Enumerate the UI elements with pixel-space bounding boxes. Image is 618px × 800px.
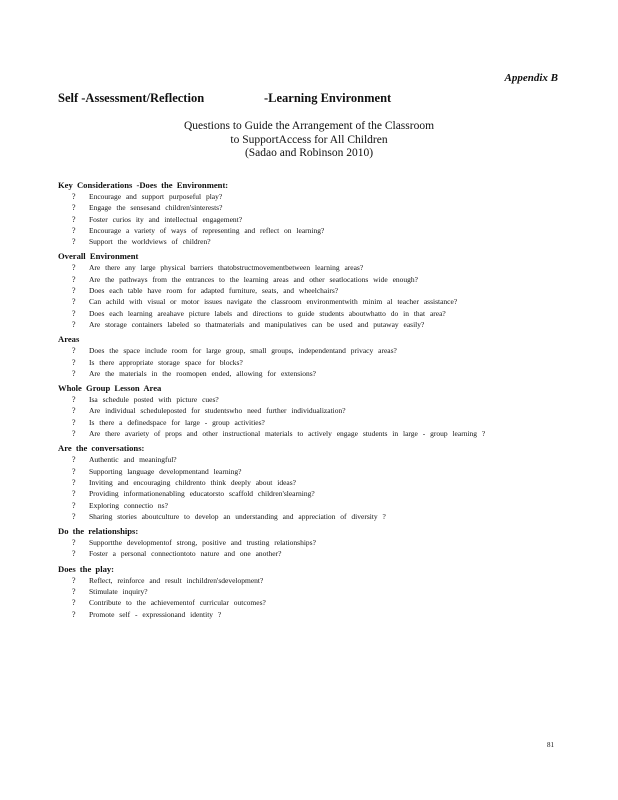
bullet-icon: ? bbox=[72, 575, 76, 585]
question-list bbox=[58, 262, 558, 330]
bullet-icon: ? bbox=[72, 286, 76, 296]
bullet-icon: ? bbox=[72, 466, 76, 476]
bullet-icon: ? bbox=[72, 549, 76, 559]
question-section bbox=[58, 564, 558, 620]
list-item bbox=[58, 548, 558, 559]
question-sections bbox=[58, 180, 558, 624]
list-item bbox=[58, 191, 558, 202]
list-item bbox=[58, 296, 558, 307]
list-item bbox=[58, 609, 558, 620]
question-text: Does each learning areahave picture labels and directions to guide students aboutwhatto do in that area? bbox=[89, 308, 446, 318]
list-item bbox=[58, 454, 558, 465]
section-heading: Overall Environment bbox=[58, 251, 139, 262]
bullet-icon: ? bbox=[72, 237, 76, 247]
list-item bbox=[58, 511, 558, 522]
bullet-icon: ? bbox=[72, 609, 76, 619]
question-text: Are there avariety of props and other instructional materials to actively engage students in large - group learning ? bbox=[89, 429, 486, 439]
section-heading: Key Considerations -Does the Environment: bbox=[58, 180, 229, 190]
bullet-icon: ? bbox=[72, 489, 76, 499]
section-heading: Are the conversations: bbox=[58, 443, 145, 454]
list-item bbox=[58, 274, 558, 285]
subtitle-block bbox=[0, 120, 618, 161]
list-item bbox=[58, 214, 558, 225]
subtitle-line: to SupportAccess for All Children bbox=[230, 133, 388, 146]
question-text: Encourage a variety of ways of representing and reflect on learning? bbox=[89, 225, 325, 235]
list-item bbox=[58, 597, 558, 608]
question-text: Authentic and meaningful? bbox=[89, 455, 177, 465]
section-heading: Does the play: bbox=[58, 563, 115, 574]
list-item bbox=[58, 537, 558, 548]
bullet-icon: ? bbox=[72, 263, 76, 273]
question-list bbox=[58, 394, 558, 439]
bullet-icon: ? bbox=[72, 308, 76, 318]
bullet-icon: ? bbox=[72, 297, 76, 307]
bullet-icon: ? bbox=[72, 192, 76, 201]
bullet-icon: ? bbox=[72, 538, 76, 548]
bullet-icon: ? bbox=[72, 406, 76, 416]
bullet-icon: ? bbox=[72, 214, 76, 224]
appendix-label: Appendix B bbox=[504, 72, 558, 84]
question-list bbox=[58, 575, 558, 620]
list-item bbox=[58, 225, 558, 236]
question-text: Are the pathways from the entrances to the learning areas and other seatlocations wide enough? bbox=[89, 274, 418, 284]
page-title bbox=[58, 91, 392, 106]
question-text: Support the worldviews of children? bbox=[89, 237, 211, 247]
question-text: Does the space include room for large group, small groups, independentand privacy areas? bbox=[89, 346, 397, 356]
question-section bbox=[58, 526, 558, 560]
question-text: Sharing stories aboutculture to develop an understanding and appreciation of diversity ? bbox=[89, 511, 386, 521]
question-text: Are there any large physical barriers thatobstructmovementbetween learning areas? bbox=[89, 263, 364, 273]
bullet-icon: ? bbox=[72, 500, 76, 510]
list-item bbox=[58, 368, 558, 379]
question-list bbox=[58, 537, 558, 560]
question-text: Is there appropriate storage space for blocks? bbox=[89, 357, 243, 367]
subtitle-line: (Sadao and Robinson 2010) bbox=[244, 147, 374, 160]
question-text: Encourage and support purposeful play? bbox=[89, 192, 223, 201]
list-item bbox=[58, 262, 558, 273]
question-text: Can achild with visual or motor issues navigate the classroom environmentwith minim al teacher assistance? bbox=[89, 297, 458, 307]
list-item bbox=[58, 500, 558, 511]
bullet-icon: ? bbox=[72, 511, 76, 521]
list-item bbox=[58, 417, 558, 428]
question-section bbox=[58, 443, 558, 522]
question-list bbox=[58, 345, 558, 379]
question-text: Does each table have room for adapted furniture, seats, and wheelchairs? bbox=[89, 286, 339, 296]
question-section bbox=[58, 180, 558, 247]
question-text: Providing informationenabling educatorsto scaffold children'slearning? bbox=[89, 489, 315, 499]
question-text: Engage the sensesand children'sinterests? bbox=[89, 203, 223, 213]
list-item bbox=[58, 405, 558, 416]
question-section bbox=[58, 334, 558, 379]
question-text: Supporting language developmentand learning? bbox=[89, 466, 242, 476]
section-heading: Do the relationships: bbox=[58, 526, 139, 537]
list-item bbox=[58, 357, 558, 368]
list-item bbox=[58, 586, 558, 597]
bullet-icon: ? bbox=[72, 455, 76, 465]
question-text: Exploring connectio ns? bbox=[89, 500, 168, 510]
list-item bbox=[58, 345, 558, 356]
question-text: Contribute to the achievementof curricular outcomes? bbox=[89, 598, 266, 608]
title-left: Self -Assessment/Reflection bbox=[58, 91, 205, 105]
question-text: Are storage containers labeled so thatmaterials and manipulatives can be used and putaway easily? bbox=[89, 319, 425, 329]
list-item bbox=[58, 394, 558, 405]
subtitle-line: Questions to Guide the Arrangement of the Classroom bbox=[183, 120, 435, 132]
question-text: Supportthe developmentof strong, positive and trusting relationships? bbox=[89, 538, 316, 548]
question-text: Foster curios ity and intellectual engagement? bbox=[89, 214, 243, 224]
bullet-icon: ? bbox=[72, 225, 76, 235]
bullet-icon: ? bbox=[72, 319, 76, 329]
question-text: Are individual scheduleposted for studentswho need further individualization? bbox=[89, 406, 346, 416]
question-text: Stimulate inquiry? bbox=[89, 587, 148, 597]
bullet-icon: ? bbox=[72, 346, 76, 356]
bullet-icon: ? bbox=[72, 429, 76, 439]
question-text: Is there a definedspace for large - group activities? bbox=[89, 417, 265, 427]
page-number: 81 bbox=[547, 741, 554, 749]
question-text: Are the materials in the roomopen ended, allowing for extensions? bbox=[89, 368, 316, 378]
list-item bbox=[58, 428, 558, 439]
bullet-icon: ? bbox=[72, 477, 76, 487]
bullet-icon: ? bbox=[72, 368, 76, 378]
question-text: Reflect, reinforce and result inchildren'sdevelopment? bbox=[89, 575, 264, 585]
bullet-icon: ? bbox=[72, 587, 76, 597]
question-text: Isa schedule posted with picture cues? bbox=[89, 395, 219, 405]
section-heading: Areas bbox=[58, 334, 80, 345]
list-item bbox=[58, 308, 558, 319]
list-item bbox=[58, 236, 558, 247]
question-section bbox=[58, 383, 558, 439]
list-item bbox=[58, 466, 558, 477]
section-heading: Whole Group Lesson Area bbox=[58, 383, 162, 394]
bullet-icon: ? bbox=[72, 598, 76, 608]
title-right: -Learning Environment bbox=[264, 91, 392, 105]
bullet-icon: ? bbox=[72, 417, 76, 427]
question-text: Inviting and encouraging childrento think deeply about ideas? bbox=[89, 477, 296, 487]
list-item bbox=[58, 202, 558, 213]
bullet-icon: ? bbox=[72, 274, 76, 284]
bullet-icon: ? bbox=[72, 357, 76, 367]
question-section bbox=[58, 251, 558, 330]
bullet-icon: ? bbox=[72, 203, 76, 213]
bullet-icon: ? bbox=[72, 395, 76, 405]
list-item bbox=[58, 488, 558, 499]
list-item bbox=[58, 285, 558, 296]
list-item bbox=[58, 319, 558, 330]
question-list bbox=[58, 454, 558, 522]
list-item bbox=[58, 575, 558, 586]
question-list bbox=[58, 191, 558, 247]
question-text: Promote self - expressionand identity ? bbox=[89, 609, 222, 619]
question-text: Foster a personal connectiontoto nature and one another? bbox=[89, 549, 282, 559]
list-item bbox=[58, 477, 558, 488]
